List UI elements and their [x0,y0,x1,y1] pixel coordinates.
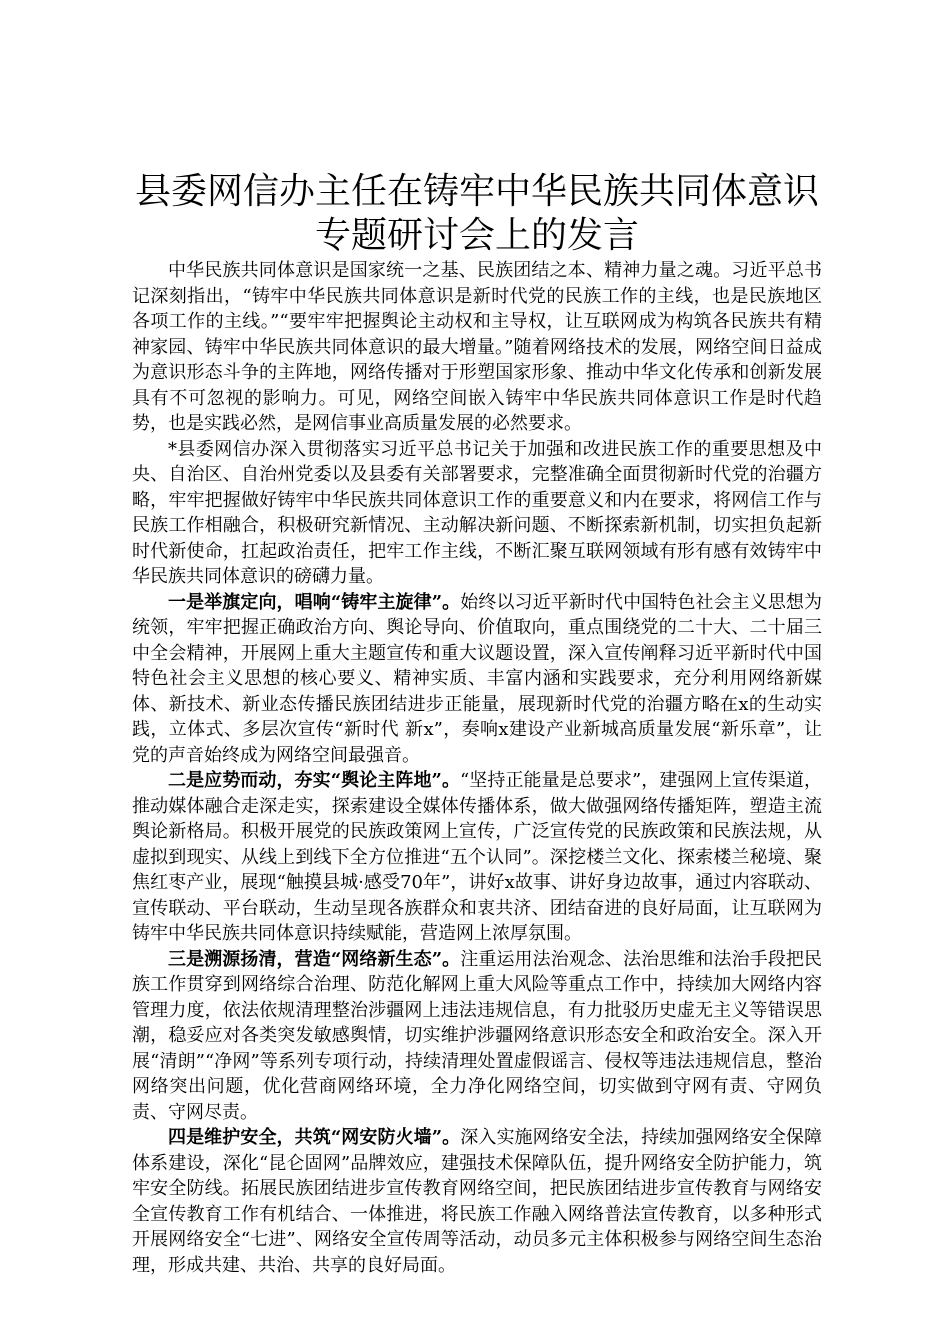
paragraph-text: 深入实施网络安全法，持续加强网络安全保障体系建设，深化“昆仑固网”品牌效应，建强技术保障队伍，提升网络安全防护能力，筑牢安全防线。拓展民族团结进步宣传教育网络空间，把民族团结进步宣传教育与网络安全宣传教育工作有机结合、一体推进，将民族工作融入网络普法宣传教育，以多种形式开展网络安全“七进”、网络安全宣传周等活动，动员多元主体积极参与网络空间生态治理，形成共建、共治、共享的良好局面。 [132,1127,822,1276]
paragraph-text: 中华民族共同体意识是国家统一之基、民族团结之本、精神力量之魂。习近平总书记深刻指出，“铸牢中华民族共同体意识是新时代党的民族工作的主线，也是民族地区各项工作的主线。”“要牢牢把握舆论主动权和主导权，让互联网成为构筑各民族共有精神家园、铸牢中华民族共同体意识的最大增量。”随着网络技术的发展，网络空间日益成为意识形态斗争的主阵地，网络传播对于形塑国家形象、推动中华文化传承和创新发展具有不可忽视的影响力。可见，网络空间嵌入铸牢中华民族共同体意识工作是时代趋势，也是实践必然，是网信事业高质量发展的必然要求。 [132,260,822,434]
paragraph-lead-heading: 二是应势而动，夯实“舆论主阵地”。 [168,770,461,791]
document-page [132,170,822,1278]
paragraph-lead-heading: 一是举旗定向，唱响“铸牢主旋律”。 [168,591,461,613]
paragraph-point-one [132,590,822,769]
paragraph-point-two [132,768,822,947]
paragraph-lead-heading: 四是维护安全，共筑“网安防火墙”。 [168,1127,461,1148]
paragraph-text: 注重运用法治观念、法治思维和法治手段把民族工作贯穿到网络综合治理、防范化解网上重大风险等重点工作中，持续加大网络内容管理力度，依法依规清理整治涉疆网上违法违规信息，有力批驳历史虚无主义等错误思潮，稳妥应对各类突发敏感舆情，切实维护涉疆网络意识形态安全和政治安全。深入开展“清朗”“净网”等系列专项行动，持续清理处置虚假谣言、侵权等违法违规信息，整治网络突出问题，优化营商网络环境，全力净化网络空间，切实做到守网有责、守网负责、守网尽责。 [132,948,822,1123]
paragraph-point-three [132,947,822,1126]
paragraph-intro [132,258,822,437]
paragraph-overview [132,437,822,590]
paragraph-point-four [132,1125,822,1278]
paragraph-text: *县委网信办深入贯彻落实习近平总书记关于加强和改进民族工作的重要思想及中央、自治区、自治州党委以及县委有关部署要求，完整准确全面贯彻新时代党的治疆方略，牢牢把握做好铸牢中华民族共同体意识工作的重要意义和内在要求，将网信工作与民族工作相融合，积极研究新情况、主动解决新问题、不断探索新机制，切实担负起新时代新使命，扛起政治责任，把牢工作主线，不断汇聚互联网领域有形有感有效铸牢中华民族共同体意识的磅礴力量。 [132,438,822,587]
paragraph-lead-heading: 三是溯源扬清，营造“网络新生态”。 [168,948,461,970]
paragraph-text: 始终以习近平新时代中国特色社会主义思想为统领，牢牢把握正确政治方向、舆论导向、价值取向，重点围绕党的二十大、二十届三中全会精神，开展网上重大主题宣传和重大议题设置，深入宣传阐释习近平新时代中国特色社会主义思想的核心要义、精神实质、丰富内涵和实践要求，充分利用网络新媒体、新技术、新业态传播民族团结进步正能量，展现新时代党的治疆方略在x的生动实践，立体式、多层次宣传“新时代 新x”，奏响x建设产业新城高质量发展“新乐章”，让党的声音始终成为网络空间最强音。 [132,591,822,766]
paragraph-text: “坚持正能量是总要求”，建强网上宣传渠道，推动媒体融合走深走实，探索建设全媒体传播体系，做大做强网络传播矩阵，塑造主流舆论新格局。积极开展党的民族政策网上宣传，广泛宣传党的民族政策和民族法规，从虚拟到现实、从线上到线下全方位推进“五个认同”。深挖楼兰文化、探索楼兰秘境、聚焦红枣产业，展现“触摸县城·感受70年”，讲好x故事、讲好身边故事，通过内容联动、宣传联动、平台联动，生动呈现各族群众和衷共济、团结奋进的良好局面，让互联网为铸牢中华民族共同体意识持续赋能，营造网上浓厚氛围。 [132,770,822,944]
document-title: 县委网信办主任在铸牢中华民族共同体意识专题研讨会上的发言 [134,171,819,256]
